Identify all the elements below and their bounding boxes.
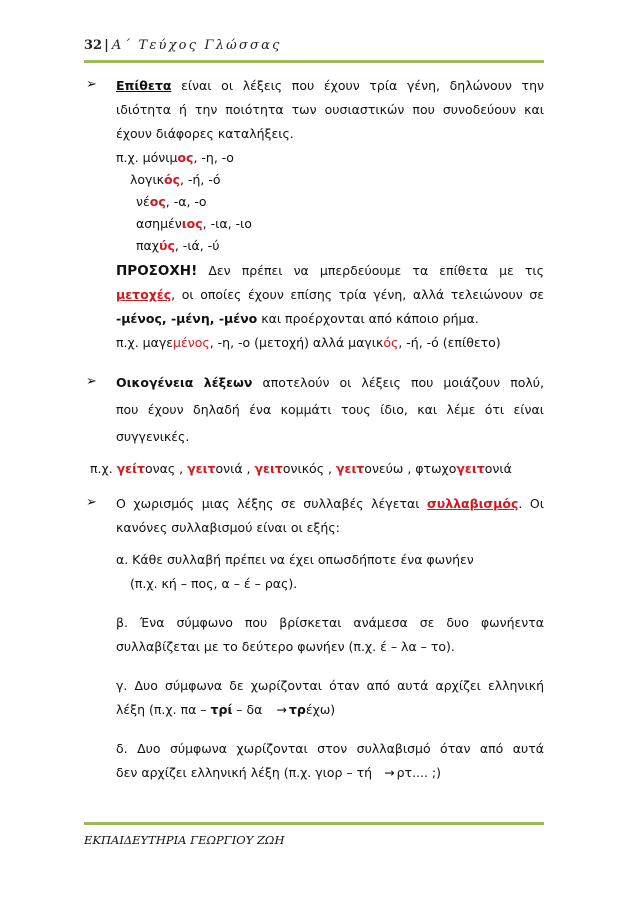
rule-d-line1: δ. Δυο σύμφωνα χωρίζονται στον συλλαβισμό όταν από αυτά: [116, 741, 544, 756]
sec1-example-1: π.χ. μόνιμος, -η, -ο: [116, 150, 234, 165]
sec1-term: Επίθετα: [116, 78, 172, 93]
rule-b-line1: β. Ένα σύμφωνο που βρίσκεται ανάμεσα σε δυο φωνήεντα: [116, 615, 544, 630]
sec1-note-line1: ΠΡΟΣΟΧΗ! Δεν πρέπει να μπερδεύουμε τα επίθετα με τις: [116, 263, 544, 279]
bullet-arrow-icon: ➢: [86, 495, 97, 510]
arrow-icon: →: [384, 765, 395, 780]
note-word: μετοχές: [116, 287, 172, 302]
bullet-arrow-icon: ➢: [86, 374, 97, 389]
rule-d-line2: δεν αρχίζει ελληνική λέξη (π.χ. γιορ – τή → ρτ.... ;): [116, 765, 442, 780]
rule-b-line2: συλλαβίζεται με το δεύτερο φωνήεν (π.χ. έ – λα – το).: [116, 639, 455, 654]
page-number: 32: [84, 38, 103, 53]
sec2-line1: Οικογένεια λέξεων αποτελούν οι λέξεις που μοιάζουν πολύ,: [116, 375, 544, 390]
sec1-example-2: λογικός, -ή, -ό: [130, 172, 221, 187]
note-endings: -μένος, -μένη, -μένο: [116, 311, 258, 326]
rule-a-line1: α. Κάθε συλλαβή πρέπει να έχει οπωσδήποτε ένα φωνήεν: [116, 552, 474, 567]
note-label: ΠΡΟΣΟΧΗ!: [116, 263, 198, 279]
rule-c-line2: λέξη (π.χ. πα – τρί – δα → τρέχω): [116, 702, 336, 717]
header-title: Α΄ Τεύχος Γλώσσας: [111, 38, 282, 53]
sec1-note-line3: -μένος, -μένη, -μένο και προέρχονται από κάποιο ρήμα.: [116, 311, 479, 326]
sec1-example-5: παχύς, -ιά, -ύ: [136, 238, 220, 253]
page-footer: ΕΚΠΑΙΔΕΥΤΗΡΙΑ ΓΕΩΡΓΙΟΥ ΖΩΗ: [84, 833, 285, 847]
header-separator: |: [104, 38, 109, 53]
sec1-note-line2: μετοχές, οι οποίες έχουν επίσης τρία γένη, αλλά τελειώνουν σε: [116, 287, 544, 302]
sec1-line3: έχουν διάφορες καταλήξεις.: [116, 126, 294, 141]
arrow-icon: →: [276, 702, 287, 717]
sec1-example-3: νέος, -α, -ο: [136, 194, 207, 209]
rule-a-line2: (π.χ. κή – πος, α – έ – ρας).: [130, 576, 298, 591]
sec2-term: Οικογένεια λέξεων: [116, 375, 253, 390]
sec1-line2: ιδιότητα ή την ποιότητα των ουσιαστικών που συνοδεύουν και: [116, 102, 544, 117]
sec3-line1: Ο χωρισμός μιας λέξης σε συλλαβές λέγεται συλλαβισμός. Οι: [116, 496, 545, 511]
rule-c-line1: γ. Δυο σύμφωνα δε χωρίζονται όταν από αυτά αρχίζει ελληνική: [116, 678, 544, 693]
bullet-arrow-icon: ➢: [86, 77, 97, 92]
sec3-line2: κανόνες συλλαβισμού είναι οι εξής:: [116, 520, 340, 535]
sec2-line2: που έχουν δηλαδή ένα κομμάτι τους ίδιο, και λέμε ότι είναι: [116, 402, 544, 417]
sec3-term: συλλαβισμός: [427, 496, 519, 511]
sec1-comparison: π.χ. μαγεμένος, -η, -ο (μετοχή) αλλά μαγικός, -ή, -ό (επίθετο): [116, 335, 501, 350]
sec1-line1: Επίθετα είναι οι λέξεις που έχουν τρία γένη, δηλώνουν την: [116, 78, 544, 93]
page-header: [84, 38, 282, 53]
sec2-examples: π.χ. γείτονας , γειτονιά , γειτονικός , γειτονεύω , φτωχογειτονιά: [90, 461, 512, 476]
sec1-example-4: ασημένιος, -ια, -ιο: [136, 216, 252, 231]
header-rule: [84, 60, 544, 63]
footer-rule: [84, 822, 544, 825]
sec2-line3: συγγενικές.: [116, 429, 190, 444]
